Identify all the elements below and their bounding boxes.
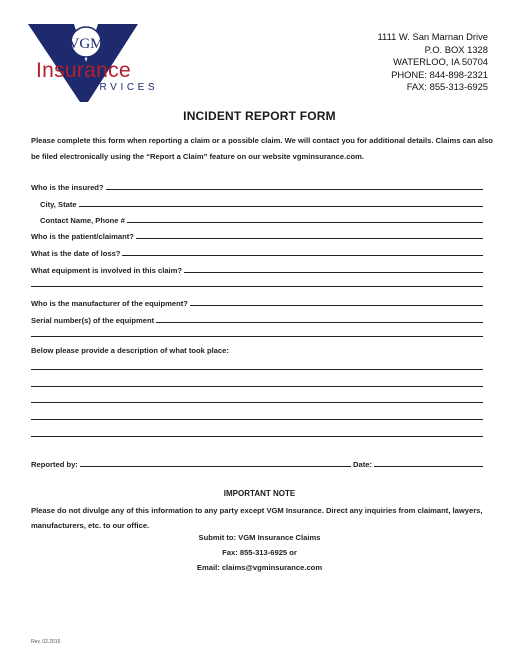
description-line[interactable] [31, 436, 483, 437]
description-label: Below please provide a description of what took place: [31, 346, 229, 355]
company-address [378, 31, 488, 94]
manufacturer-label: Who is the manufacturer of the equipment? [31, 299, 188, 308]
description-line[interactable] [31, 419, 483, 420]
serial-line[interactable] [156, 322, 483, 323]
date-line[interactable] [374, 466, 483, 467]
form-title: INCIDENT REPORT FORM [183, 109, 336, 123]
intro-paragraph [31, 133, 493, 164]
date-of-loss-label: What is the date of loss? [31, 249, 121, 258]
insured-field[interactable] [31, 180, 483, 192]
address-phone: PHONE: 844-898-2321 [391, 68, 488, 80]
address-line-2: P.O. BOX 1328 [424, 43, 488, 55]
date-of-loss-line[interactable] [122, 255, 483, 256]
submit-to-text: Submit to: VGM Insurance Claims [198, 533, 321, 542]
date-label: Date: [353, 460, 372, 469]
reported-by-line[interactable] [80, 466, 351, 467]
logo-wordmark: Insurance [36, 59, 131, 82]
submit-fax-text: Fax: 855-313-6925 or [222, 548, 297, 557]
description-line[interactable] [31, 386, 483, 387]
city-state-line[interactable] [79, 206, 483, 207]
reported-by-label: Reported by: [31, 460, 78, 469]
patient-line[interactable] [136, 238, 483, 239]
manufacturer-field[interactable] [31, 296, 483, 308]
submit-email-text[interactable]: Email: claims@vgminsurance.com [196, 563, 323, 572]
serial-label: Serial number(s) of the equipment [31, 316, 155, 325]
contact-line[interactable] [127, 222, 483, 223]
date-of-loss-field[interactable] [31, 246, 483, 258]
logo-monogram: VGM [68, 36, 104, 52]
contact-label: Contact Name, Phone # [40, 216, 125, 225]
equipment-field[interactable] [31, 263, 483, 275]
important-note-title: IMPORTANT NOTE [223, 489, 296, 498]
address-line-3: WATERLOO, IA 50704 [393, 56, 488, 68]
insured-line[interactable] [106, 189, 483, 190]
manufacturer-line[interactable] [190, 305, 483, 306]
date-field[interactable] [353, 457, 483, 469]
intro-text: Please complete this form when reporting a claim or a possible claim. We will contact you for additional details. Claims can also be filed electronically using the “Report a Claim” feature on our website [31, 136, 493, 161]
description-line[interactable] [31, 369, 483, 370]
equipment-extra-line[interactable] [31, 286, 483, 287]
city-state-field[interactable] [40, 197, 483, 209]
logo-subtitle: SERVICES [79, 82, 159, 93]
patient-label: Who is the patient/claimant? [31, 232, 134, 241]
revision-label: Rev. 02.2016 [31, 639, 61, 645]
equipment-line[interactable] [184, 272, 483, 273]
address-line-1: 1111 W. San Marnan Drive [377, 31, 488, 42]
contact-field[interactable] [40, 213, 483, 225]
serial-field[interactable] [31, 313, 483, 325]
description-line[interactable] [31, 402, 483, 403]
patient-field[interactable] [31, 229, 483, 241]
important-note-body: Please do not divulge any of this information to any party except VGM Insurance. Direct any inquiries from claimant, lawyers, manufacturers, etc. to our office. [31, 506, 483, 530]
reported-by-field[interactable] [31, 457, 351, 469]
equipment-label: What equipment is involved in this claim? [31, 266, 183, 275]
insured-label: Who is the insured? [31, 183, 104, 192]
address-fax: FAX: 855-313-6925 [406, 81, 488, 93]
serial-extra-line[interactable] [31, 336, 483, 337]
website-link[interactable]: vgminsurance.com. [292, 151, 364, 161]
city-state-label: City, State [40, 200, 77, 209]
